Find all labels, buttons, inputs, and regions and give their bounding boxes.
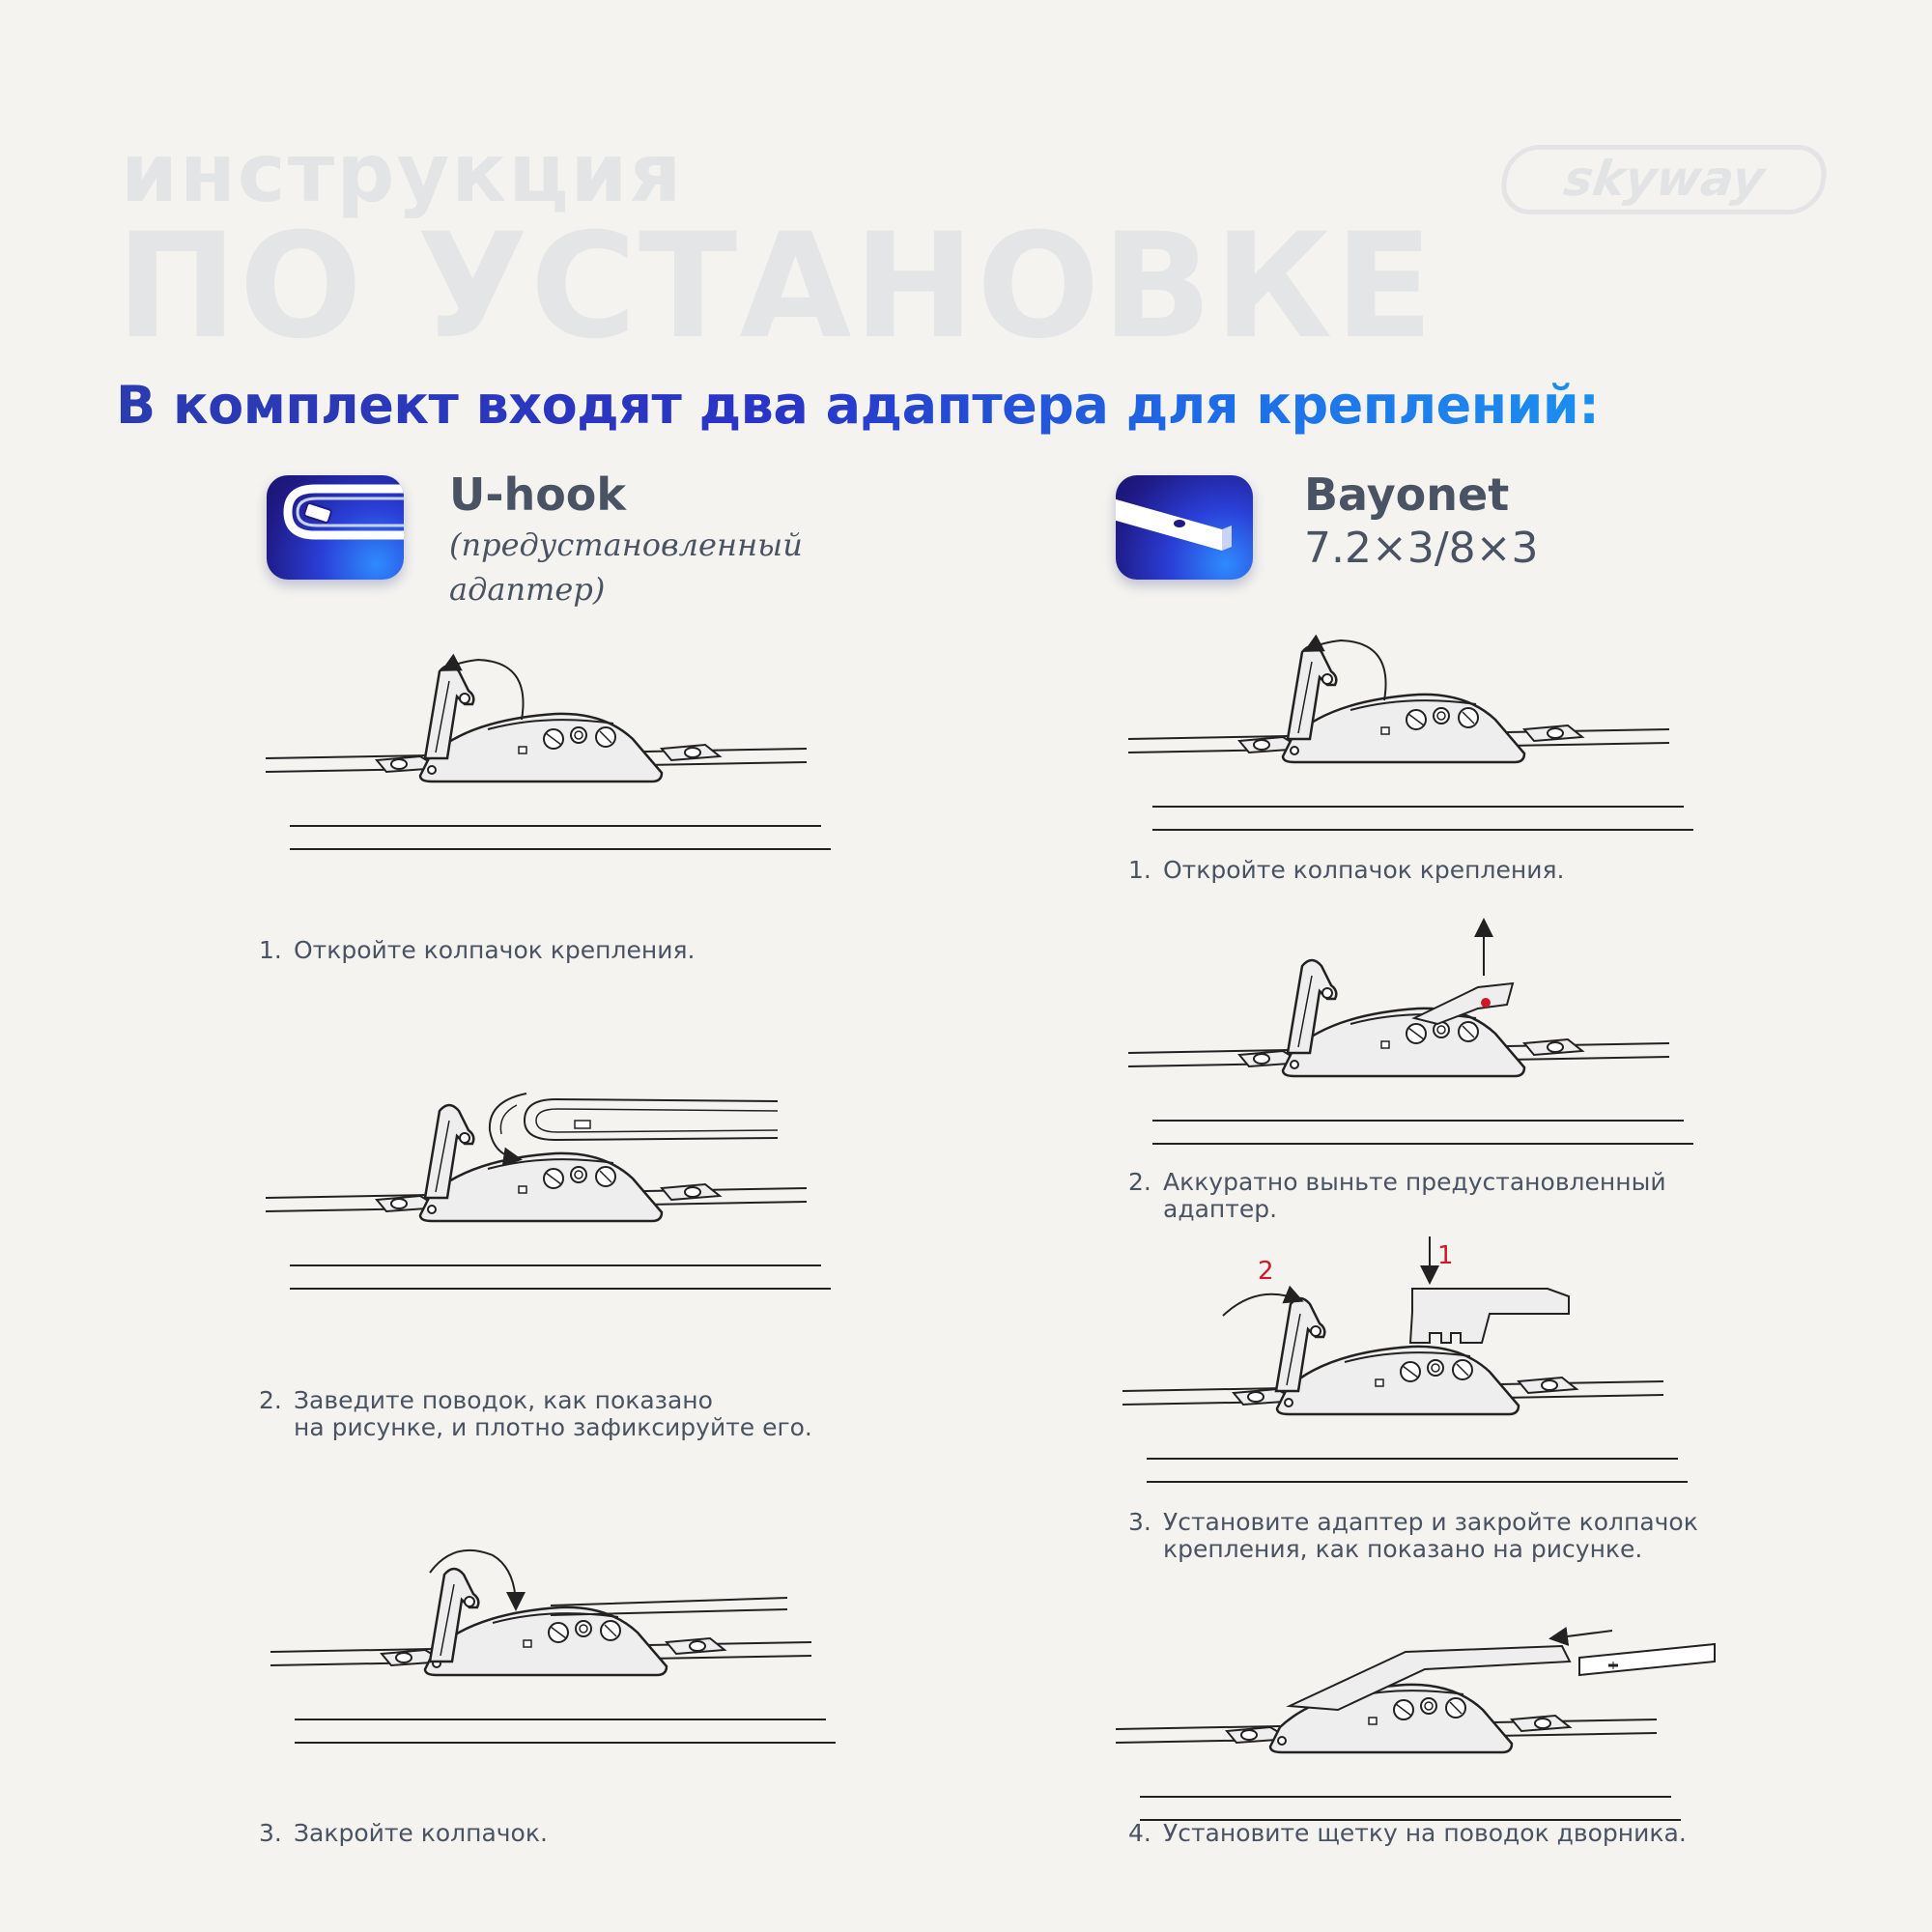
bayonet-adapter-icon — [1116, 475, 1253, 580]
u-hook-step3-text: 3. Закройте колпачок. — [259, 1819, 548, 1847]
u-hook-step2-illustration — [266, 1092, 845, 1323]
bayonet-step3-text: 3. Установите адаптер и закройте колпачок крепления, как показано на рисунке. — [1128, 1508, 1698, 1563]
u-hook-step1-illustration — [266, 652, 845, 884]
bayonet-step2-text: 2. Аккуратно выньте предустановленный адаптер. — [1128, 1168, 1666, 1223]
u-hook-note-line2: адаптер) — [449, 571, 606, 608]
bayonet-step4-illustration — [1116, 1604, 1695, 1835]
bayonet-step1-illustration — [1128, 633, 1708, 865]
skyway-logo: skyway — [1497, 145, 1831, 214]
u-hook-step1-text: 1. Откройте колпачок крепления. — [259, 936, 696, 964]
u-hook-step2-text: 2. Заведите поводок, как показано на рисунке, и плотно зафиксируйте его. — [259, 1386, 812, 1441]
bayonet-step3-illustration — [1122, 1241, 1702, 1517]
watermark-title-line2: ПО УСТАНОВКЕ — [116, 203, 1435, 371]
step-marker-2: 2 — [1258, 1257, 1274, 1286]
step-marker-1: 1 — [1437, 1241, 1454, 1270]
u-hook-title: U-hook — [449, 469, 626, 521]
red-dot-marker — [1481, 998, 1491, 1008]
watermark-title-line1: инструкция — [121, 126, 684, 220]
bayonet-subtitle: 7.2×3/8×3 — [1304, 524, 1539, 573]
bayonet-step4-text: 4. Установите щетку на поводок дворника. — [1128, 1819, 1687, 1847]
headline: В комплект входят два адаптера для креплений: — [116, 375, 1600, 436]
u-hook-adapter-icon — [267, 475, 404, 580]
u-hook-note-line1: (предустановленный — [449, 526, 803, 563]
u-hook-step3-illustration — [270, 1546, 850, 1777]
bayonet-step1-text: 1. Откройте колпачок крепления. — [1128, 856, 1565, 884]
bayonet-title: Bayonet — [1304, 469, 1510, 521]
bayonet-step2-illustration — [1128, 947, 1708, 1179]
